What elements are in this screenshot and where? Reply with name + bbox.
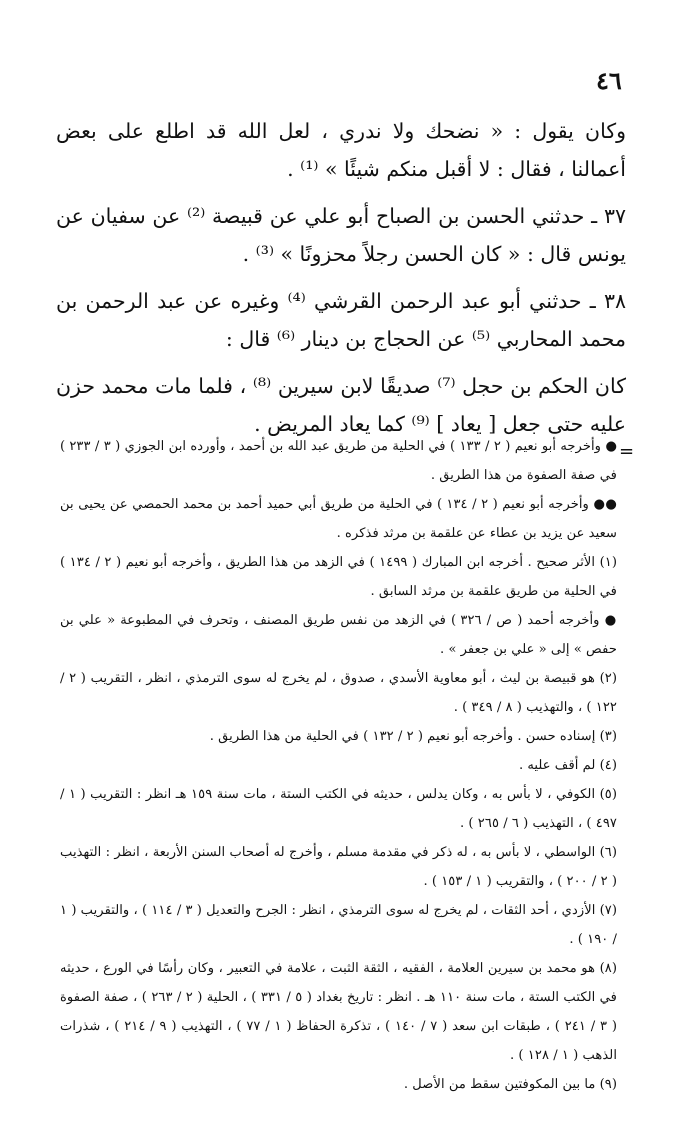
page-number: ٤٦ xyxy=(596,66,622,95)
footnote: (٩) ما بين المكوفتين سقط من الأصل . xyxy=(403,1077,617,1092)
footnote: (٢) هو قبيصة بن ليث ، أبو معاوية الأسدي ، صدوق ، لم يخرج له سوى الترمذي ، انظر ، التقريب ( ٢ / ١٢٢ ) ، والتهذيب ( ٨ / ٣٤٩ ) . xyxy=(60,671,617,715)
footnote: (٥) الكوفي ، لا بأس به ، وكان يدلس ، حديثه في الكتب الستة ، مات سنة ١٥٩ هـ انظر : التقريب ( ١ / ٤٩٧ ) ، التهذيب ( ٦ / ٢٦٥ ) . xyxy=(60,787,617,831)
main-text xyxy=(56,112,626,452)
footnote: ● وأخرجه أبو نعيم ( ٢ / ١٣٣ ) في الحلية من طريق عبد الله بن أحمد ، وأورده ابن الجوزي ( ٣ / ٢٣٣ ) في صفة الصفوة من هذا الطريق . xyxy=(60,439,618,483)
footnote: ● وأخرجه أحمد ( ص / ٣٢٦ ) في الزهد من نفس طريق المصنف ، وتحرف في المطبوعة « علي بن حفص » إلى « علي بن جعفر » . xyxy=(60,613,617,657)
footnote: (٦) الواسطي ، لا بأس به ، له ذكر في مقدمة مسلم ، وأخرج له أصحاب السنن الأربعة ، انظر : التهذيب ( ٢ / ٢٠٠ ) ، والتقريب ( ١ / ١٥٣ ) . xyxy=(60,845,617,889)
footnote: (٧) الأزدي ، أحد الثقات ، لم يخرج له سوى الترمذي ، انظر : الجرح والتعديل ( ٣ / ١١٤ ) ، والتقريب ( ١ / ١٩٠ ) . xyxy=(60,903,617,947)
footnote: (١) الأثر صحيح . أخرجه ابن المبارك ( ١٤٩٩ ) في الزهد من هذا الطريق ، وأخرجه أبو نعيم ( ٢ / ١٣٤ ) في الحلية من طريق علقمة بن مرثد السابق . xyxy=(60,555,617,599)
continuation-marker: = xyxy=(619,441,635,462)
footnote: ●● وأخرجه أبو نعيم ( ٢ / ١٣٤ ) في الحلية من طريق أبي حميد أحمد بن محمد الحمصي عن يحيى بن سعيد عن يزيد بن عطاء عن علقمة بن مرثد فذكره . xyxy=(60,497,618,541)
main-paragraph: كان الحكم بن حجل ⁽⁷⁾ صديقًا لابن سيرين ⁽⁸⁾ ، فلما مات محمد حزن عليه حتى جعل [ يعاد ] ⁽⁹⁾ كما يعاد المريض . xyxy=(56,374,626,436)
footnotes xyxy=(60,432,617,1099)
main-paragraph: وكان يقول : « نضحك ولا ندري ، لعل الله قد اطلع على بعض أعمالنا ، فقال : لا أقبل منكم شيئًا » ⁽¹⁾ . xyxy=(56,119,626,181)
footnote: (٨) هو محمد بن سيرين العلامة ، الفقيه ، الثقة الثبت ، علامة في التعبير ، وكان رأسًا في الورع ، حديثه في الكتب الستة ، مات سنة ١١٠ هـ . انظر : تاريخ بغداد ( ٥ / ٣٣١ ) ، الحلية ( ٢ / ٢٦٣ ) ، صفة الصفوة ( ٣ / ٢٤١ ) ، طبقات ابن سعد ( ٧ / ١٤٠ ) ، تذكرة الحفاظ ( ١ / ٧٧ ) ، التهذيب ( ٩ / ٢١٤ ) ، شذرات الذهب ( ١ / ١٢٨ ) . xyxy=(60,961,617,1063)
footnote: (٣) إسناده حسن . وأخرجه أبو نعيم ( ٢ / ١٣٢ ) في الحلية من هذا الطريق . xyxy=(209,729,617,744)
main-paragraph: ٣٧ ـ حدثني الحسن بن الصباح أبو علي عن قبيصة ⁽²⁾ عن سفيان عن يونس قال : « كان الحسن رجلاً محزونًا » ⁽³⁾ . xyxy=(56,204,626,266)
footnote: (٤) لم أقف عليه . xyxy=(518,758,617,773)
main-paragraph: ٣٨ ـ حدثني أبو عبد الرحمن القرشي ⁽⁴⁾ وغيره عن عبد الرحمن بن محمد المحاربي ⁽⁵⁾ عن الحجاج بن دينار ⁽⁶⁾ قال : xyxy=(56,289,626,351)
